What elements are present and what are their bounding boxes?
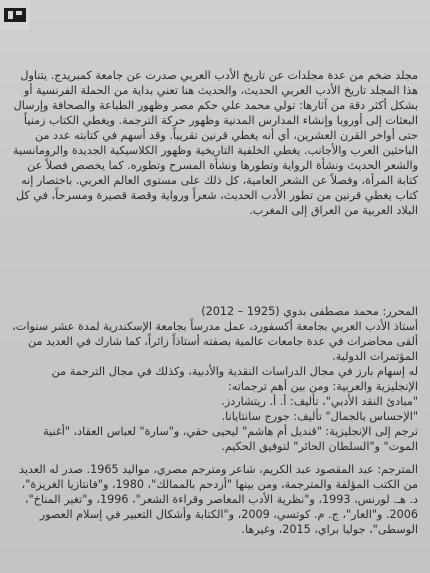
- editor-work-1: "مبادئ النقد الأدبي"، تأليف: أ. أ. ريتشاردز.: [221, 395, 418, 408]
- editor-section: [12, 304, 418, 454]
- editor-english-translations: ترجم إلى الإنجليزية: "قنديل أم هاشم" ليحيى حقي، و"سارة" لعباس العقاد، "أغنية الموت" و"السلطان الحائر" لتوفيق الحكيم.: [43, 425, 418, 453]
- intro-section: [12, 68, 418, 218]
- editor-bio: أستاذ الأدب العربي بجامعة أكسفورد، عمل مدرساً بجامعة الإسكندرية لمدة عشر سنوات، ألقى محاضرات في عدة جامعات عالمية بصفته أستاذاً زائراً، كما شارك في العديد من المؤتمرات الدولية.: [12, 320, 418, 363]
- editor-work-2: "الإحساس بالجمال" تأليف: جورج سانتايانا.: [221, 410, 418, 423]
- intro-paragraph: مجلد ضخم من عدة مجلدات عن تاريخ الأدب العربي صدرت عن جامعة كمبريدج. يتناول هذا المجلد تاريخ الأدب العربي الحديث، والحديث هنا تعني بداية من الحملة الفرنسية أو بشكل أكثر دقة من آثارها: تولي محمد علي حكم مصر وظهور الطباعة والصحافة وإرسال البعثات إلى أوروبا وإنشاء المدارس المدنية وظهور حركة الترجمة. ويغطي الكتاب زمنياً حتى أواخر القرن العشرين، أي أنه يغطي قرنين تقريباً. وقد أسهم في كتابته عدد من الباحثين العرب والأجانب. يغطي الخلفية التاريخية وظهور الكلاسيكية الجديدة والرومانسية والشعر الحديث ونشأة الرواية وتطورها ونشأة المسرح وتطوره. كما يخصص فصلاً عن كتابة المرأة، وفصلاً عن الشعر العامية، كل ذلك على مستوى العالم العربي. باختصار إنه كتاب يغطي قرنين من تطور الأدب الحديث، شعراً ورواية وقصة قصيرة ومسرحاً، في كل البلاد العربية من العراق إلى المغرب.: [12, 69, 418, 217]
- translator-section: [12, 462, 418, 537]
- translator-paragraph: المترجم: عبد المقصود عبد الكريم، شاعر ومترجم مصري، مواليد 1965. صدر له العديد من الكتب المؤلفة والمترجمة، ومن بينها "أزدحم بالممالك"، 1980، و"فانتازيا الغريزة"، د. هـ. لورنس، 1993، و"نظرية الأدب المعاصر وقراءة الشعر"، 1996، و"تغير المناخ"، 2006. و"العار"، ج. م. كوتسي، 2009، و"الكتابة وأشكال التعبير في إسلام العصور الوسطى"، جوليا براي، 2015، وغيرها.: [18, 463, 418, 536]
- publisher-logo-icon: [0, 0, 30, 30]
- editor-contributions: له إسهام بارز في مجال الدراسات النقدية والأدبية، وكذلك في مجال الترجمة من الإنجليزية والعربية: ومن بين أهم ترجماته:: [51, 365, 418, 393]
- editor-heading: المحرر: محمد مصطفى بدوي (1925 – 2012): [201, 305, 418, 318]
- publisher-logo: [0, 0, 30, 30]
